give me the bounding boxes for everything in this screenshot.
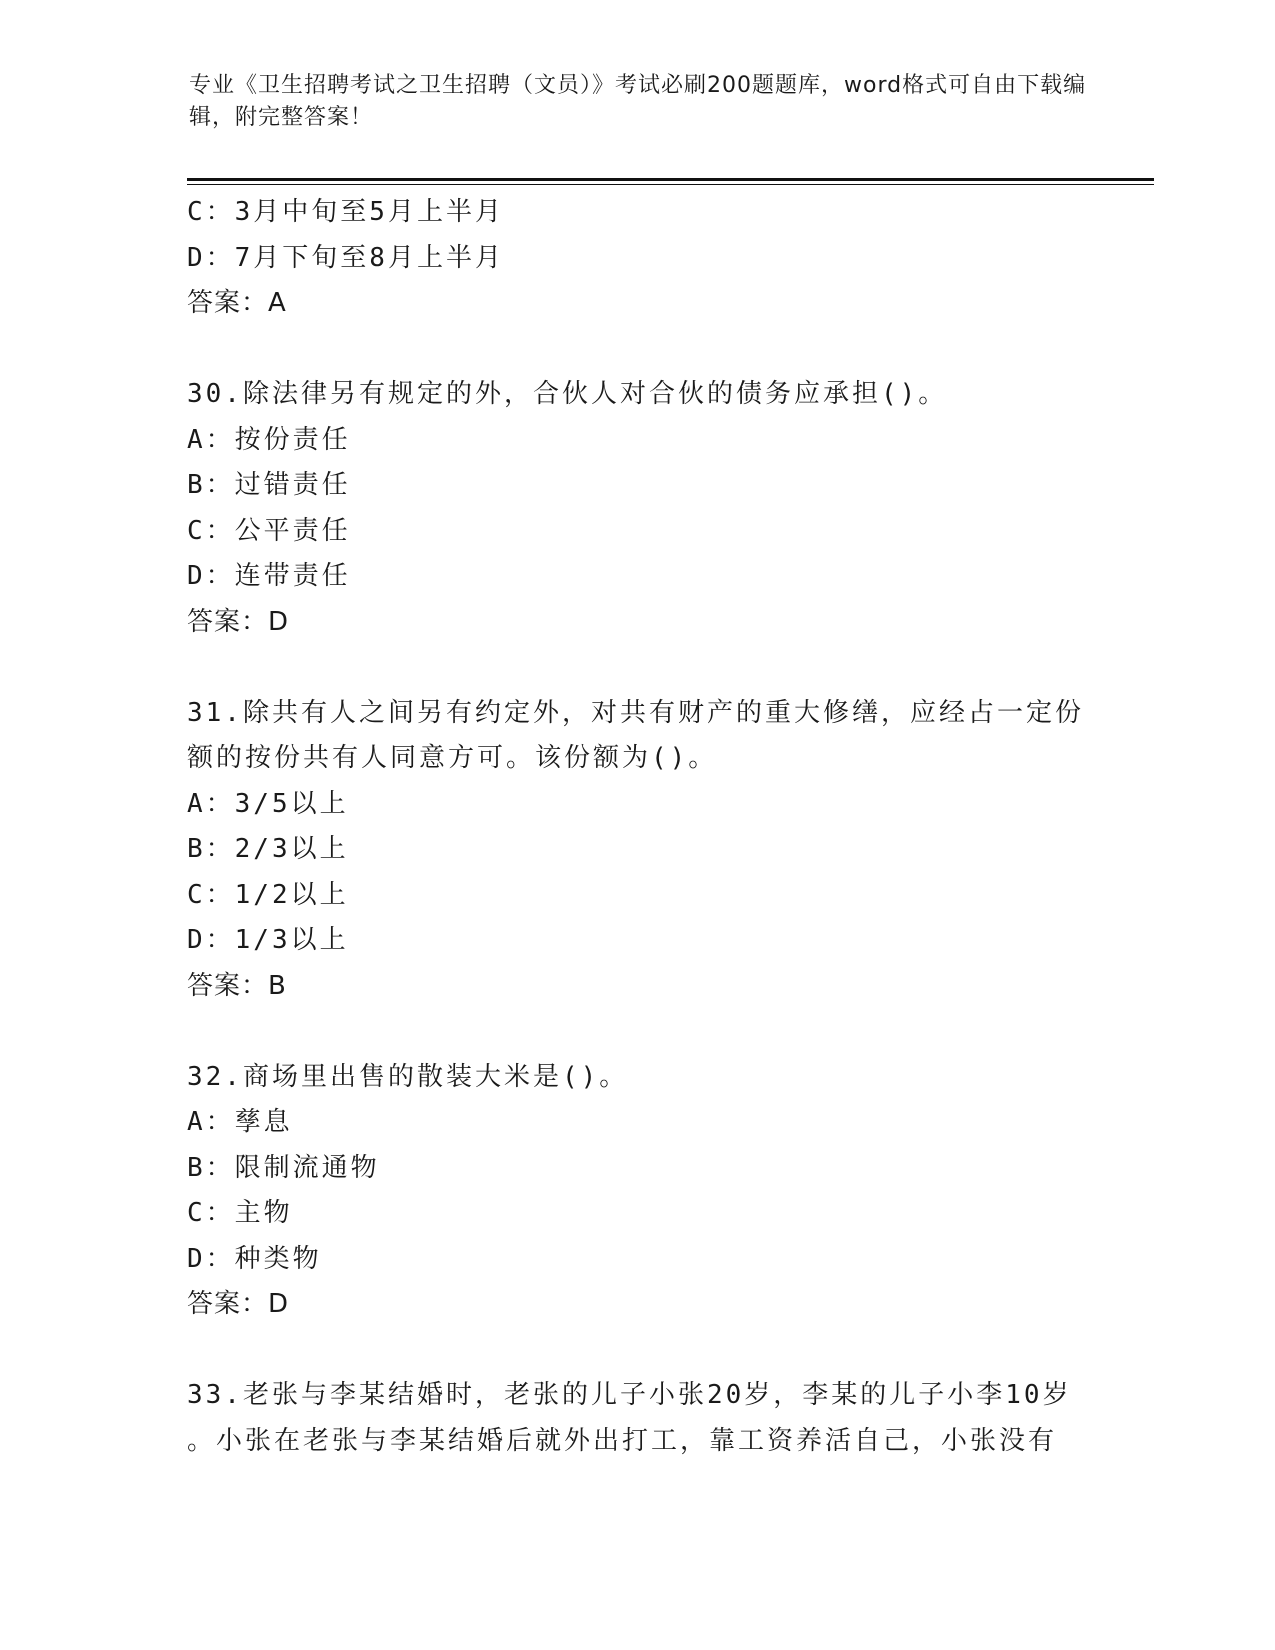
document-header [189, 70, 1089, 134]
option-b: B：2/3以上 [187, 834, 349, 864]
option-a: A：按份责任 [187, 424, 351, 455]
question-content [187, 190, 1087, 1464]
option-c: C：3月中旬至5月上半月 [187, 197, 504, 227]
spacer [187, 645, 1087, 691]
question-31-stem: 额的按份共有人同意方可。该份额为()。 [187, 743, 718, 773]
question-32-stem: 32.商场里出售的散装大米是()。 [187, 1061, 629, 1092]
answer-line: 答案：B [187, 970, 287, 1001]
spacer [187, 1009, 1087, 1055]
option-c: C：主物 [187, 1198, 293, 1228]
spacer [187, 327, 1087, 373]
answer-line: 答案：D [187, 1289, 290, 1319]
option-d: D：连带责任 [187, 561, 351, 591]
question-33-stem: 33.老张与李某结婚时，老张的儿子小张20岁，李某的儿子小李10岁 [187, 1380, 1072, 1410]
option-d: D：7月下旬至8月上半月 [187, 242, 504, 273]
answer-line: 答案：D [187, 606, 290, 637]
option-d: D：1/3以上 [187, 925, 349, 955]
question-31-stem: 31.除共有人之间另有约定外，对共有财产的重大修缮，应经占一定份 [187, 697, 1084, 728]
option-c: C：1/2以上 [187, 879, 349, 910]
option-a: A：孳息 [187, 1107, 293, 1137]
header-text: 专业《卫生招聘考试之卫生招聘（文员）》考试必刷200题题库，word格式可自由下载编辑，附完整答案！ [189, 73, 1087, 130]
answer-line: 答案：A [187, 288, 287, 318]
option-d: D：种类物 [187, 1243, 322, 1274]
spacer [187, 1328, 1087, 1374]
option-b: B：限制流通物 [187, 1152, 380, 1183]
option-c: C：公平责任 [187, 515, 351, 546]
option-a: A：3/5以上 [187, 788, 349, 819]
question-33-stem: 。小张在老张与李某结婚后就外出打工，靠工资养活自己，小张没有 [187, 1425, 1058, 1456]
option-b: B：过错责任 [187, 470, 351, 500]
header-divider-thin [187, 184, 1154, 185]
question-30-stem: 30.除法律另有规定的外，合伙人对合伙的债务应承担()。 [187, 379, 948, 409]
header-divider-thick [187, 178, 1154, 181]
